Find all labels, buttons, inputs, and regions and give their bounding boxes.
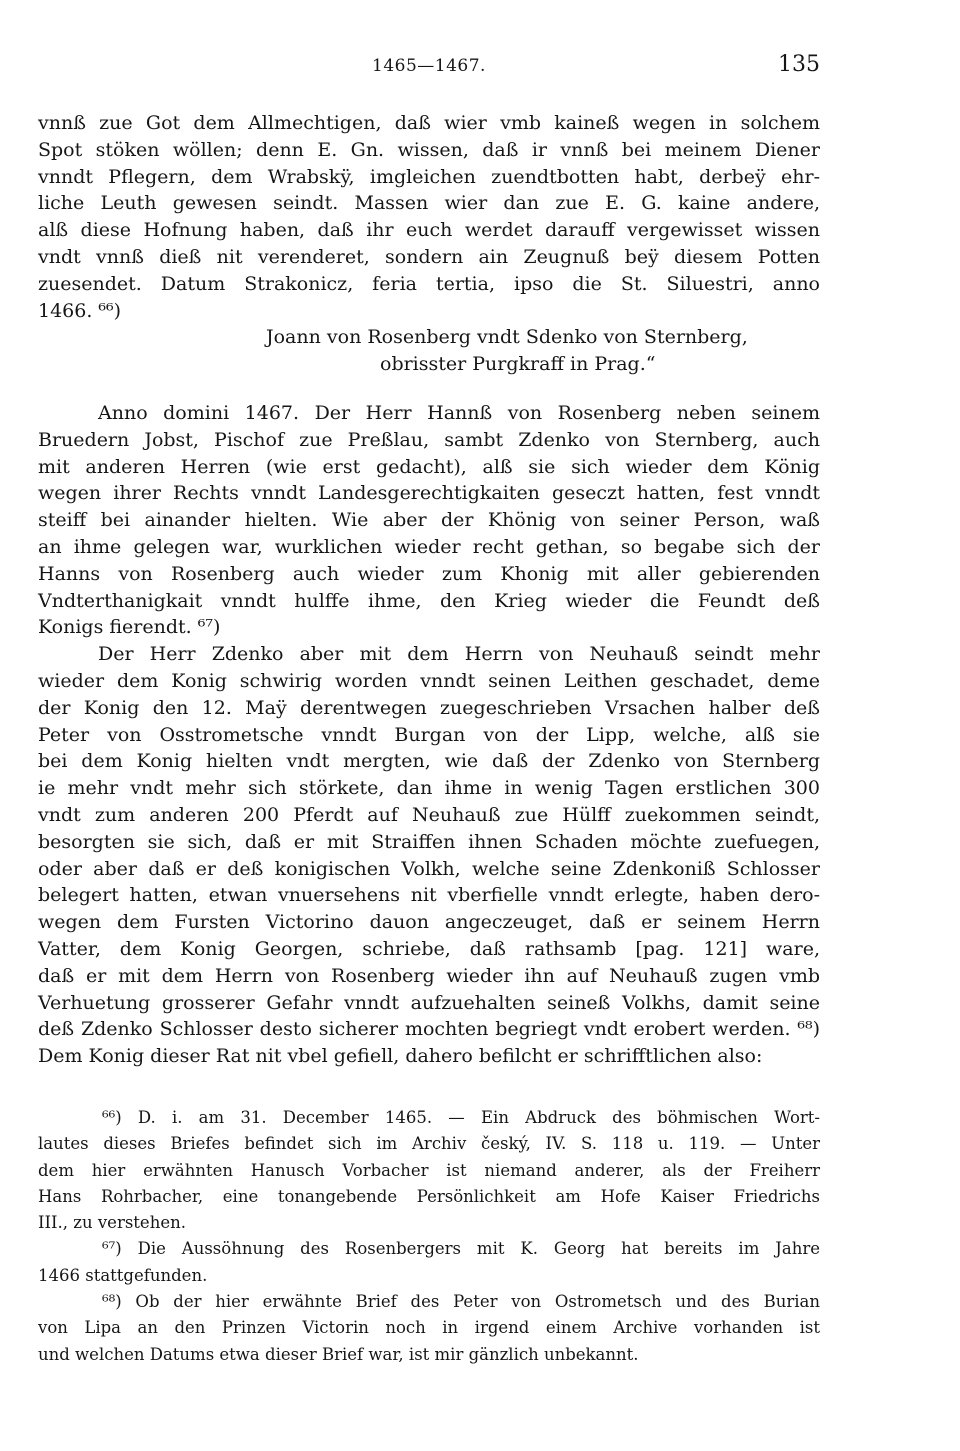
text-line: liche Leuth gewesen seindt. Massen wier dan zue E. G. kaine andere, [38, 192, 820, 215]
signature-line: obrisster Purgkraff in Prag.“ [380, 353, 656, 376]
text-line: der Konig den 12. Maÿ derentwegen zuegeschrieben Vrsachen halber deß [38, 696, 820, 719]
text-line: wegen ihrer Rechts vnndt Landesgerechtigkaiten geseczt hatten, fest vnndt [38, 482, 820, 505]
text-line: 1466. ⁶⁶) [38, 299, 122, 322]
footnote-line: III., zu verstehen. [38, 1213, 186, 1233]
text-line: vndt zum anderen 200 Pferdt auf Neuhauß zue Hülff zuekommen seindt, [38, 803, 820, 826]
text-line: ie mehr vndt mehr sich störkete, dan ihme in wenig Tagen erstlichen 300 [38, 777, 820, 800]
text-line: an ihme gelegen war, wurklichen wieder recht gethan, so begabe sich der [38, 535, 820, 558]
footnotes [38, 1105, 820, 1368]
footnote-line: Hans Rohrbacher, eine tonangebende Persönlichkeit am Hofe Kaiser Friedrichs [38, 1186, 820, 1206]
text-line: Hanns von Rosenberg auch wieder zum Khonig mit aller gebierenden [38, 562, 820, 585]
text-line: Konigs fierendt. ⁶⁷) [38, 616, 221, 639]
text-line: bei dem Konig hielten vndt mergten, wie daß der Zdenko von Sternberg [38, 750, 820, 773]
text-line: belegert hatten, etwan vnuersehens nit vberfielle vnndt erlegte, haben dero- [38, 884, 820, 907]
page-number: 135 [778, 52, 820, 77]
text-line: steiff bei ainander hielten. Wie aber der Khönig von seiner Person, waß [38, 509, 820, 532]
text-line: Spot stöken wöllen; denn E. Gn. wissen, daß ir vnnß bei meinem Diener [38, 138, 820, 161]
footnote-line: von Lipa an den Prinzen Victorin noch in irgend einem Archive vorhanden ist [38, 1318, 820, 1338]
text-line: mit anderen Herren (wie erst gedacht), alß sie sich wieder dem König [38, 455, 820, 478]
footnote-line: 1466 stattgefunden. [38, 1265, 208, 1285]
text-line: Anno domini 1467. Der Herr Hannß von Rosenberg neben seinem [98, 401, 820, 424]
text-line: vnndt Pflegern, dem Wrabskÿ, imgleichen zuendtbotten habt, derbeÿ ehr- [38, 165, 820, 188]
signature-line: Joann von Rosenberg vndt Sdenko von Sternberg, [266, 326, 748, 349]
main-text [38, 110, 820, 1070]
text-line: Vndterthanigkait vnndt hulffe ihme, den Krieg wieder die Feundt deß [38, 589, 820, 612]
text-line: Verhuetung grosserer Gefahr vnndt aufzuehalten seineß Volkhs, damit seine [38, 991, 820, 1014]
page-header [38, 50, 820, 84]
text-line: wieder dem Konig schwirig worden vnndt seinen Leithen geschadet, deme [38, 669, 820, 692]
text-line: deß Zdenko Schlosser desto sicherer mochten begriegt vndt erobert werden. ⁶⁸) [38, 1018, 820, 1041]
text-line: besorgten sie sich, daß er mit Straiffen ihnen Schaden möchte zuefuegen, [38, 830, 820, 853]
footnote-line: und welchen Datums etwa dieser Brief war, ist mir gänzlich unbekannt. [38, 1344, 639, 1364]
text-line: Peter von Osstrometsche vnndt Burgan von der Lipp, welche, alß sie [38, 723, 820, 746]
text-line: zuesendet. Datum Strakonicz, feria tertia, ipso die St. Siluestri, anno [38, 272, 820, 295]
text-line: Bruedern Jobst, Pischof zue Preßlau, sambt Zdenko von Sternberg, auch [38, 428, 820, 451]
text-line: Der Herr Zdenko aber mit dem Herrn von Neuhauß seindt mehr [98, 643, 820, 666]
text-line: daß er mit dem Herrn von Rosenberg wieder ihn auf Neuhauß zugen vmb [38, 964, 820, 987]
footnote-line: ⁶⁶) D. i. am 31. December 1465. — Ein Abdruck des böhmischen Wort- [102, 1108, 820, 1127]
running-head: 1465—1467. [372, 56, 486, 76]
footnote-line: ⁶⁷) Die Aussöhnung des Rosenbergers mit K. Georg hat bereits im Jahre [102, 1239, 820, 1259]
footnote-line: lautes dieses Briefes befindet sich im Archiv český, IV. S. 118 u. 119. — Unter [38, 1134, 820, 1154]
text-line: vnnß zue Got dem Allmechtigen, daß wier vmb kaineß wegen in solchem [38, 112, 820, 134]
footnote-line: ⁶⁸) Ob der hier erwähnte Brief des Peter von Ostrometsch und des Burian [102, 1292, 820, 1312]
text-line: vndt vnnß dieß nit verenderet, sondern ain Zeugnuß beÿ diesem Potten [38, 245, 820, 268]
footnote-line: dem hier erwähnten Hanusch Vorbacher ist niemand anderer, als der Freiherr [38, 1160, 820, 1180]
text-line: wegen dem Fursten Victorino dauon angeczeuget, daß er seinem Herrn [38, 911, 820, 934]
text-line: oder aber daß er deß konigischen Volkh, welche seine Zdenkoniß Schlosser [38, 857, 820, 880]
text-line: Vatter, dem Konig Georgen, schriebe, daß rathsamb [pag. 121] ware, [38, 937, 820, 960]
text-line: alß diese Hofnung haben, daß ihr euch werdet darauff vergewisset wissen [38, 219, 820, 242]
text-line: Dem Konig dieser Rat nit vbel gefiell, dahero befilcht er schrifftlichen also: [38, 1045, 763, 1068]
